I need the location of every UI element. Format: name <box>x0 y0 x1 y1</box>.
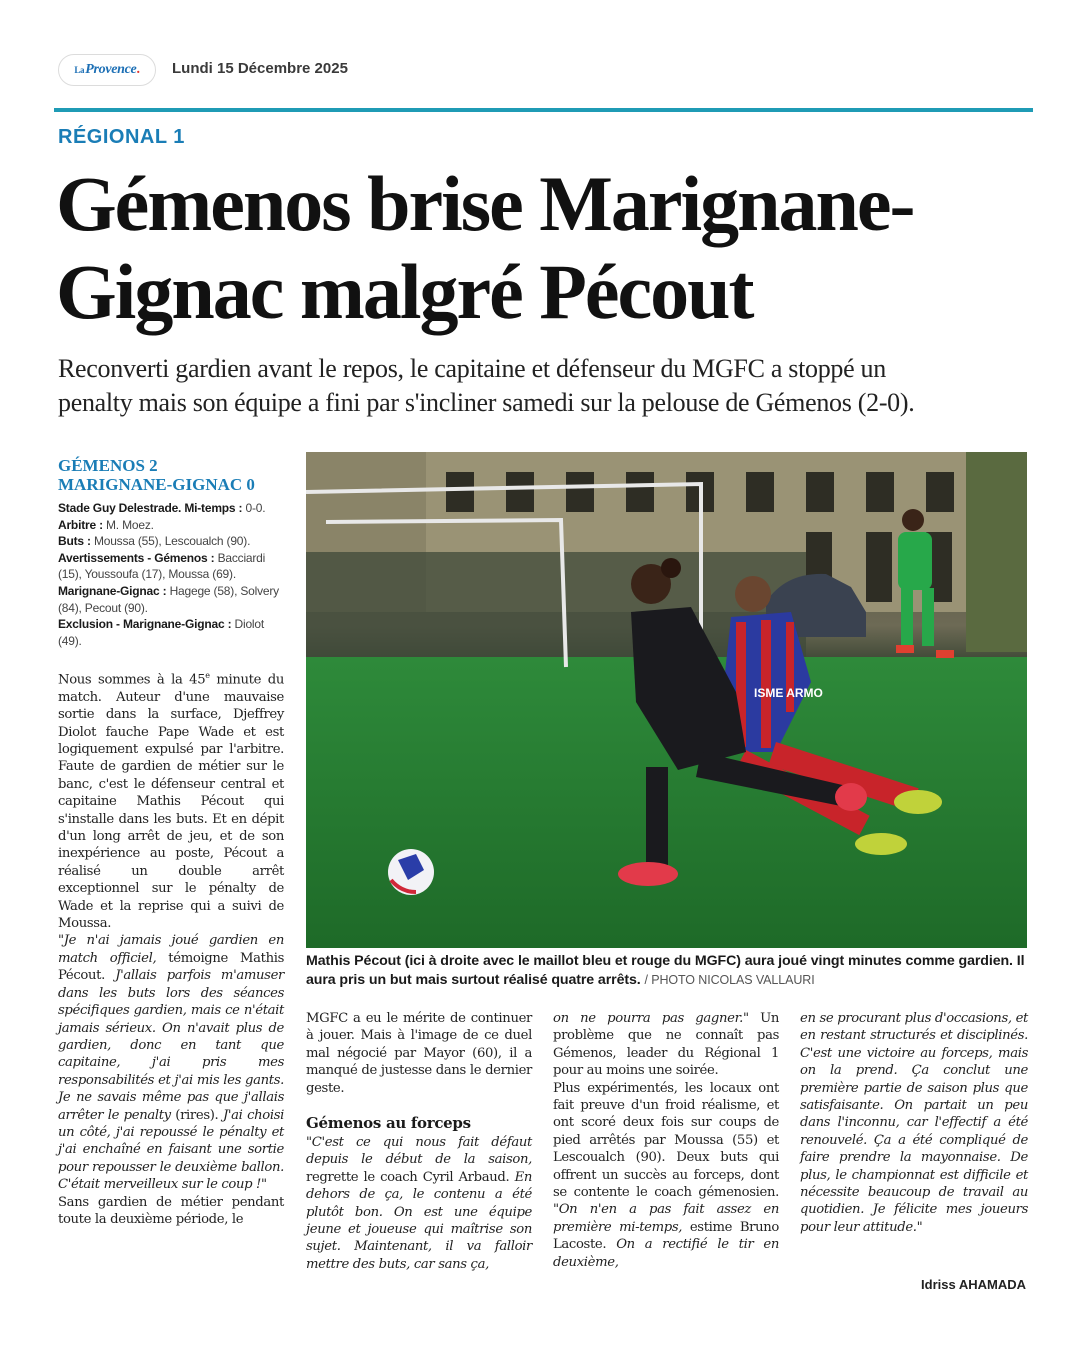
goals: Moussa (55), Lescoualch (90). <box>93 534 251 549</box>
q3-italic-2-part-b: en se procurant plus d'occasions, et en restant structurés et disciplinés. C'est une victoire au forceps, mais on la prend. Ça conclut une première partie de saison plus que satisfaisante. On partait un peu dans l'inconnu, car l'effectif a été renouvelé. Ça a été compliqué de faire prendre la mayonnaise. De plus, le championnat est difficile et nécessite beaucoup de travail au quotidien. Je félicite mes joueurs pour leur attitude. <box>800 1011 1028 1235</box>
logo-name: Provence <box>85 62 137 77</box>
q3-close: " <box>916 1219 923 1235</box>
quote-pecout <box>58 932 284 1193</box>
q3-italic-2-part-a: On a rectifié le tir en deuxième, <box>553 1237 779 1270</box>
header-divider <box>54 108 1033 112</box>
photo-credit: / PHOTO NICOLAS VALLAURI <box>644 973 815 987</box>
article-column-1 <box>58 667 284 1228</box>
paragraph-2-start: Sans gardien de métier pendant toute la deuxième période, le <box>58 1194 284 1227</box>
deck-line-2: penalty mais son équipe a fini par s'incliner samedi sur la pelouse de Gémenos (2-0). <box>58 388 915 417</box>
warnings-mg: Hagege (58), Solvery (84), Pecout (90). <box>58 583 279 615</box>
q2-italic-2-part-b: on ne pourra pas gagner. <box>553 1011 743 1026</box>
quote-arbaud-end <box>553 1010 779 1080</box>
photo-caption <box>306 952 1028 990</box>
exclusion-label: Exclusion - Marignane-Gignac : <box>58 617 232 632</box>
paragraph-3 <box>553 1080 779 1271</box>
q2-close: " Un problème que ne connaît pas Gémenos, leader du Régional 1 pour au moins une soirée. <box>553 1011 780 1079</box>
p1-start: Nous sommes à la 45 <box>58 672 206 688</box>
la-provence-logo[interactable] <box>58 54 156 86</box>
paragraph-2-continued: MGFC a eu le mérite de continuer à jouer. Mais à l'image de ce duel mal négocié par Mayor (60), il a manqué de justesse dans le dernier geste. <box>306 1011 532 1096</box>
q2-open: " <box>306 1135 312 1151</box>
caption-text: Mathis Pécout (ici à droite avec le maillot bleu et rouge du MGFC) aura joué vingt minutes comme gardien. Il aura pris un but mais surtout réalisé quatre arrêts. <box>306 953 1025 988</box>
deck <box>58 352 1048 420</box>
paragraph-1 <box>58 667 284 932</box>
section-label: RÉGIONAL 1 <box>58 126 185 148</box>
q1-italic-3: J'ai choisi un côté, j'ai repoussé le pénalty et j'ai enchaîné en faisant une sortie pour repousser le deuxième ballon. C'était merveilleux sur le coup ! <box>58 1107 284 1193</box>
warnings-mg-label: Marignane-Gignac : <box>58 583 167 598</box>
q2-italic: C'est ce qui nous fait défaut depuis le début de la saison, <box>306 1135 532 1168</box>
q3-italic: On n'en a pas fait assez en première mi-temps, <box>553 1202 779 1235</box>
q1-open: " <box>58 933 64 949</box>
q1-plain: témoigne Mathis Pécout. <box>58 950 284 984</box>
article-column-4 <box>800 1010 1028 1236</box>
headline <box>56 160 1046 336</box>
quote-lacoste-end <box>800 1010 1028 1236</box>
logo-dot: . <box>136 62 140 77</box>
byline: Idriss AHAMADA <box>921 1277 1026 1292</box>
exclusion: Diolot (49). <box>58 617 264 648</box>
match-facts <box>58 500 283 649</box>
halftime: 0-0. <box>245 501 266 515</box>
goals-label: Buts : <box>58 534 91 549</box>
score-away: MARIGNANE-GIGNAC 0 <box>58 475 255 494</box>
article-column-2 <box>306 1010 532 1273</box>
q2-italic-2-part-a: En dehors de ça, le contenu a été plutôt bon. On est une équipe jeune et joueuse qui maîtrise son sujet. Maintenant, il va falloir mettre des buts, car sans ça, <box>306 1169 532 1272</box>
warnings-label: Avertissements - Gémenos : <box>58 550 215 565</box>
match-photo-illustration <box>306 452 1027 948</box>
deck-line-1: Reconverti gardien avant le repos, le capitaine et défenseur du MGFC a stoppé un <box>58 354 886 383</box>
warnings-gemenos: Bacciardi (15), Youssoufa (17), Moussa (69). <box>58 550 266 582</box>
q2-plain: regrette le coach Cyril Arbaud. <box>306 1169 515 1185</box>
logo-la: La <box>74 65 85 75</box>
q3-plain: estime Bruno Lacoste. <box>553 1219 779 1253</box>
p3-text: Plus expérimentés, les locaux ont fait preuve d'un froid réalisme, et ont scoré deux fois sur coups de pied arrêtés par Moussa (55) et Lescoualch (90). Deux buts qui offrent un succès au forceps, dont se contente le coach gémenosien. " <box>553 1080 779 1218</box>
match-photo <box>306 452 1027 948</box>
quote-arbaud <box>306 1134 532 1273</box>
headline-line-1: Gémenos brise Marignane- <box>56 160 914 247</box>
p1-rest: minute du match. Auteur d'une mauvaise sortie dans la surface, Djeffrey Diolot fauche Pape Wade et est logiquement expulsé par l'arbitre. Faute de gardien de métier sur le banc, c'est le défenseur central et capitaine Mathis Pécout qui s'installe dans les buts. Et en dépit d'un long arrêt de jeu, et de son inexpérience au poste, Pécout a réalisé un double arrêt exceptionnel sur le pénalty de Wade et la reprise qui a suivi de Moussa. <box>58 672 284 932</box>
shirt-sponsor: ISME ARMO <box>754 686 823 700</box>
q1-italic-2: J'allais parfois m'amuser dans les buts lors des séances spécifiques gardien, mais ce n'était jamais sérieux. On n'avait plus de gardien, donc en tant que capitaine, j'ai pris mes responsabilités et j'ai mis les gants. Je ne savais même pas que j'allais arrêter le penalty <box>58 968 284 1123</box>
p1-sup: e <box>205 671 210 680</box>
publication-date: Lundi 15 Décembre 2025 <box>172 60 348 77</box>
q1-italic: Je n'ai jamais joué gardien en match officiel, <box>58 933 284 966</box>
q1-rires: (rires). <box>170 1107 223 1123</box>
score-home: GÉMENOS 2 <box>58 456 158 475</box>
score-box <box>58 456 255 494</box>
referee-label: Arbitre : <box>58 517 103 532</box>
q1-close: " <box>261 1177 267 1193</box>
stadium-label: Stade Guy Delestrade. Mi-temps : <box>58 501 243 515</box>
headline-line-2: Gignac malgré Pécout <box>56 248 753 335</box>
article-column-3 <box>553 1010 779 1271</box>
referee: M. Moez. <box>106 517 154 532</box>
subhead: Gémenos au forceps <box>306 1114 471 1133</box>
